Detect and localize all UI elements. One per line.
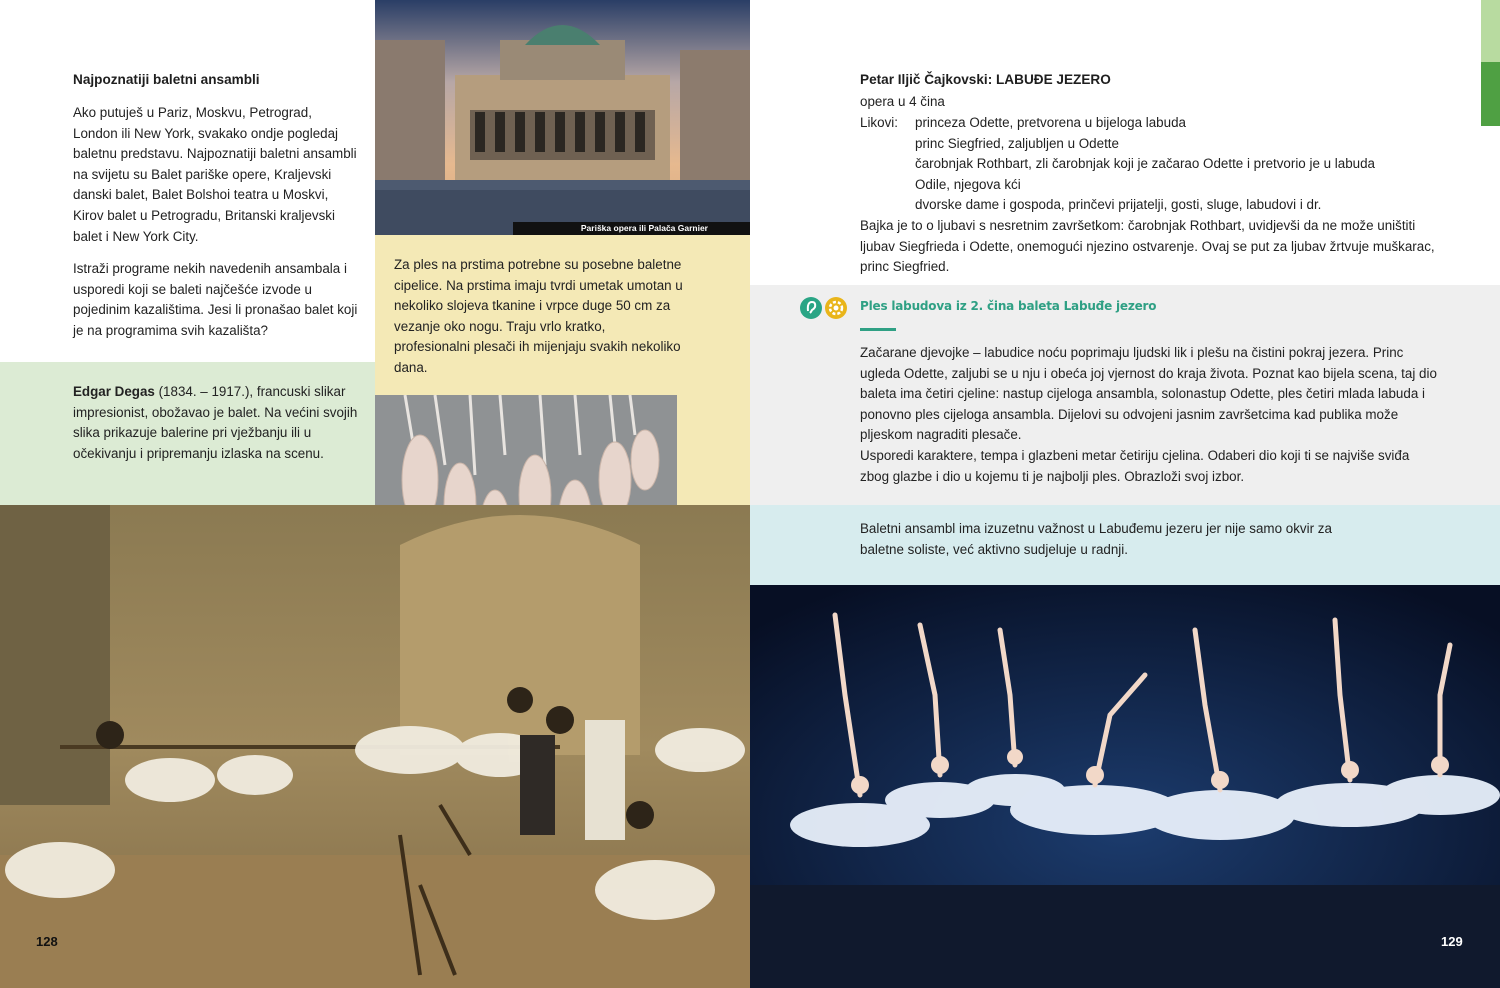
degas-ballet-painting (0, 505, 750, 988)
gear-icon (825, 297, 847, 319)
character-item: čarobnjak Rothbart, zli čarobnjak koji je začarao Odette i pretvorio je u labuda (915, 156, 1375, 172)
section-heading-ensembles: Najpoznatiji baletni ansambli (73, 72, 260, 87)
chapter-tab-dark (1481, 62, 1500, 126)
listening-task: Usporedi karaktere, tempa i glazbeni metar četiriju cjelina. Odaberi dio koji ti se najviše sviđa zbog glazbe i dio u kojemu ti je najbolji ples. Obrazloži svoj izbor. (860, 447, 1410, 484)
character-item: princeza Odette, pretvorena u bijeloga labuda (915, 115, 1186, 130)
degas-name: Edgar Degas (73, 384, 155, 399)
page-number-left: 128 (36, 934, 58, 949)
plot-summary: Bajka je to o ljubavi s nesretnim završetkom: čarobnjak Rothbart, uvidjevši da ne može uništiti ljubav Siegfrieda i Odette, onemogući njezino ostvarenje. Ovaj se put za ljubav žrtvuje muškarac, princ Siegfried. (860, 218, 1435, 275)
page-number-right: 129 (1441, 934, 1463, 949)
research-task-paragraph: Istraži programe nekih navedenih ansambala i usporedi koji se baleti najčešće izvode u pojedinim kazalištima. Jesi li pronašao balet koji je na programima svih kazališta? (73, 261, 358, 338)
ensembles-paragraph: Ako putuješ u Pariz, Moskvu, Petrograd, London ili New York, svakako ondje pogledaj baletnu predstavu. Najpoznatiji baletni ansambli na svijetu su Balet pariške opere, Kraljevski danski balet, Balet Bolshoi teatra u Moskvi, Kirov balet u Petrogradu, Britanski kraljevski balet i New York City. (73, 105, 357, 244)
chapter-tab-light (1481, 0, 1500, 62)
listening-activity-title: Ples labudova iz 2. čina baleta Labuđe jezero (860, 299, 1157, 313)
swan-lake-photo (750, 585, 1500, 988)
listening-description: Začarane djevojke – labudice noću poprimaju ljudski lik i plešu na čistini pokraj jezera. Princ ugleda Odette, zaljubi se u nju i obeća joj vjernost do kraja života. Poznat kao bijela scena, taj dio baleta ima četiri cjeline: nastup cijeloga ansambla, solonastup Odette, ples četiri mlada labuda i ponovno ples cijeloga ansambla. Dijelovi su odvojeni jasnim završetcima kad publika može pljeskom nagraditi plesače. (860, 345, 1437, 443)
listening-activity-text (860, 343, 1440, 487)
ensemble-note-text: Baletni ansambl ima izuzetnu važnost u Labuđemu jezeru jer nije samo okvir za baletne soliste, već aktivno sudjeluje u radnji. (860, 521, 1332, 557)
characters-label: Likovi: (860, 115, 898, 130)
title-underline (860, 328, 896, 331)
opera-photo-caption: Pariška opera ili Palača Garnier (513, 222, 750, 235)
pointe-shoes-text: Za ples na prstima potrebne su posebne baletne cipelice. Na prstima imaju tvrdi umetak umotan u nekoliko slojeva tkanine i vrpce duge 50 cm za vezanje oko nogu. Traju vrlo kratko, profesionalni plesači ih mijenjaju svakih nekoliko dana. (394, 257, 683, 375)
character-item: princ Siegfried, zaljubljen u Odette (915, 135, 1119, 151)
ear-icon (800, 297, 822, 319)
degas-description: (1834. – 1917.), francuski slikar impresionist, obožavao je balet. Na većini svojih slika prikazuje balerine pri vježbanju ili u očekivanju i pripremanju izlaska na scenu. (73, 384, 358, 461)
work-subtitle: opera u 4 čina (860, 94, 945, 109)
character-item: dvorske dame i gospoda, prinčevi prijatelji, gosti, sluge, labudovi i dr. (915, 197, 1322, 213)
paris-opera-photo (375, 0, 750, 235)
work-title: Petar Iljič Čajkovski: LABUĐE JEZERO (860, 72, 1111, 87)
degas-text (73, 382, 358, 464)
character-item: Odile, njegova kći (915, 176, 1021, 192)
character-list (915, 113, 1455, 216)
